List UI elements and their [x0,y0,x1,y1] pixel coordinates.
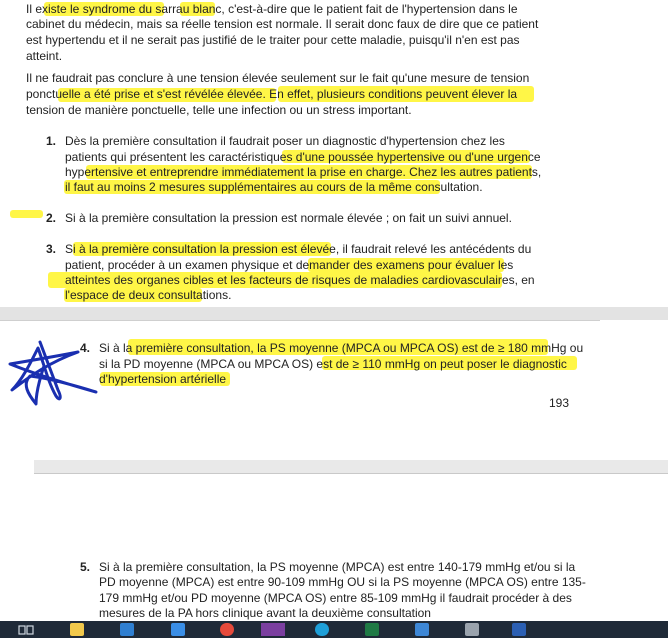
text-line: Il ne faudrait pas conclure à une tension élevée seulement sur le fait qu'une mesure de tension [26,71,530,85]
page-edge [0,320,600,321]
text-line: patient, procéder à un examen physique et demander des examens pour évaluer les [65,258,514,272]
text-line: atteint. [26,49,63,63]
printer-icon[interactable] [465,623,479,636]
text-line: Si à la première consultation, la PS moyenne (MPCA) est entre 140-179 mmHg et/ou si la [99,560,576,574]
text-line: il faut au moins 2 mesures supplémentaires au cours de la même consultation. [65,180,483,194]
highlight [10,210,43,218]
task-view-icon[interactable] [18,624,34,636]
list-number: 2. [46,211,57,225]
text-line: mesures de la PA hors clinique avant la deuxième consultation [99,606,431,620]
text-line: hypertensive et entreprendre immédiatement la prise en charge. Chez les autres patients, [65,165,542,179]
taskbar [0,621,668,638]
list-number: 5. [80,560,91,574]
page-separator [0,307,668,320]
text-line: l'espace de deux consultations. [65,288,232,302]
edge-icon[interactable] [315,623,329,636]
text-line: est hypertendu et il ne serait pas justifié de le traiter pour cette maladie, puisqu'il n'en est pas [26,33,520,47]
text-line: atteintes des organes cibles et les facteurs de risques de maladies cardiovasculaires, en [65,273,535,287]
calendar-icon[interactable] [415,623,429,636]
text-line: Si à la première consultation, la PS moyenne (MPCA ou MPCA OS) est de ≥ 180 mmHg ou [99,341,584,355]
list-number: 3. [46,242,57,256]
list-number: 4. [80,341,91,355]
file-explorer-icon[interactable] [70,623,84,636]
store-icon[interactable] [120,623,134,636]
word-icon[interactable] [512,623,526,636]
list-number: 1. [46,134,57,148]
text-line: 179 mmHg et/ou PD moyenne (MPCA OS) entre 85-109 mmHg il faudrait procéder à des [99,591,572,605]
text-line: Si à la première consultation la pression est élevée, il faudrait relevé les antécédents du [65,242,532,256]
text-line: tension de manière ponctuelle, telle une infection ou un stress important. [26,103,412,117]
mail-icon[interactable] [171,623,185,636]
text-line: cabinet du médecin, mais sa réelle tension est normale. Il serait donc faux de dire que ce patient [26,17,539,31]
text-line: si la PD moyenne (MPCA ou MPCA OS) est de ≥ 110 mmHg on peut poser le diagnostic [99,357,567,371]
excel-icon[interactable] [365,623,379,636]
text-line: Il existe le syndrome du sarrau blanc, c'est-à-dire que le patient fait de l'hypertension dans le [26,2,518,16]
text-line: Si à la première consultation la pression est normale élevée ; on fait un suivi annuel. [65,211,512,225]
scribble-star-icon [0,334,110,408]
text-line: ponctuelle a été prise et s'est révélée élevée. En effet, plusieurs conditions peuvent élever la [26,87,518,101]
text-line: d'hypertension artérielle [99,372,227,386]
text-line: patients qui présentent les caractéristiques d'une poussée hypertensive ou d'une urgence [65,150,541,164]
onenote-icon[interactable] [261,623,285,636]
text-line: PD moyenne (MPCA) est entre 90-109 mmHg OU si la PS moyenne (MPCA OS) entre 135- [99,575,586,589]
page-number: 193 [549,396,570,410]
page-separator [34,460,668,474]
chrome-icon[interactable] [220,623,234,636]
text-line: Dès la première consultation il faudrait poser un diagnostic d'hypertension chez les [65,134,505,148]
